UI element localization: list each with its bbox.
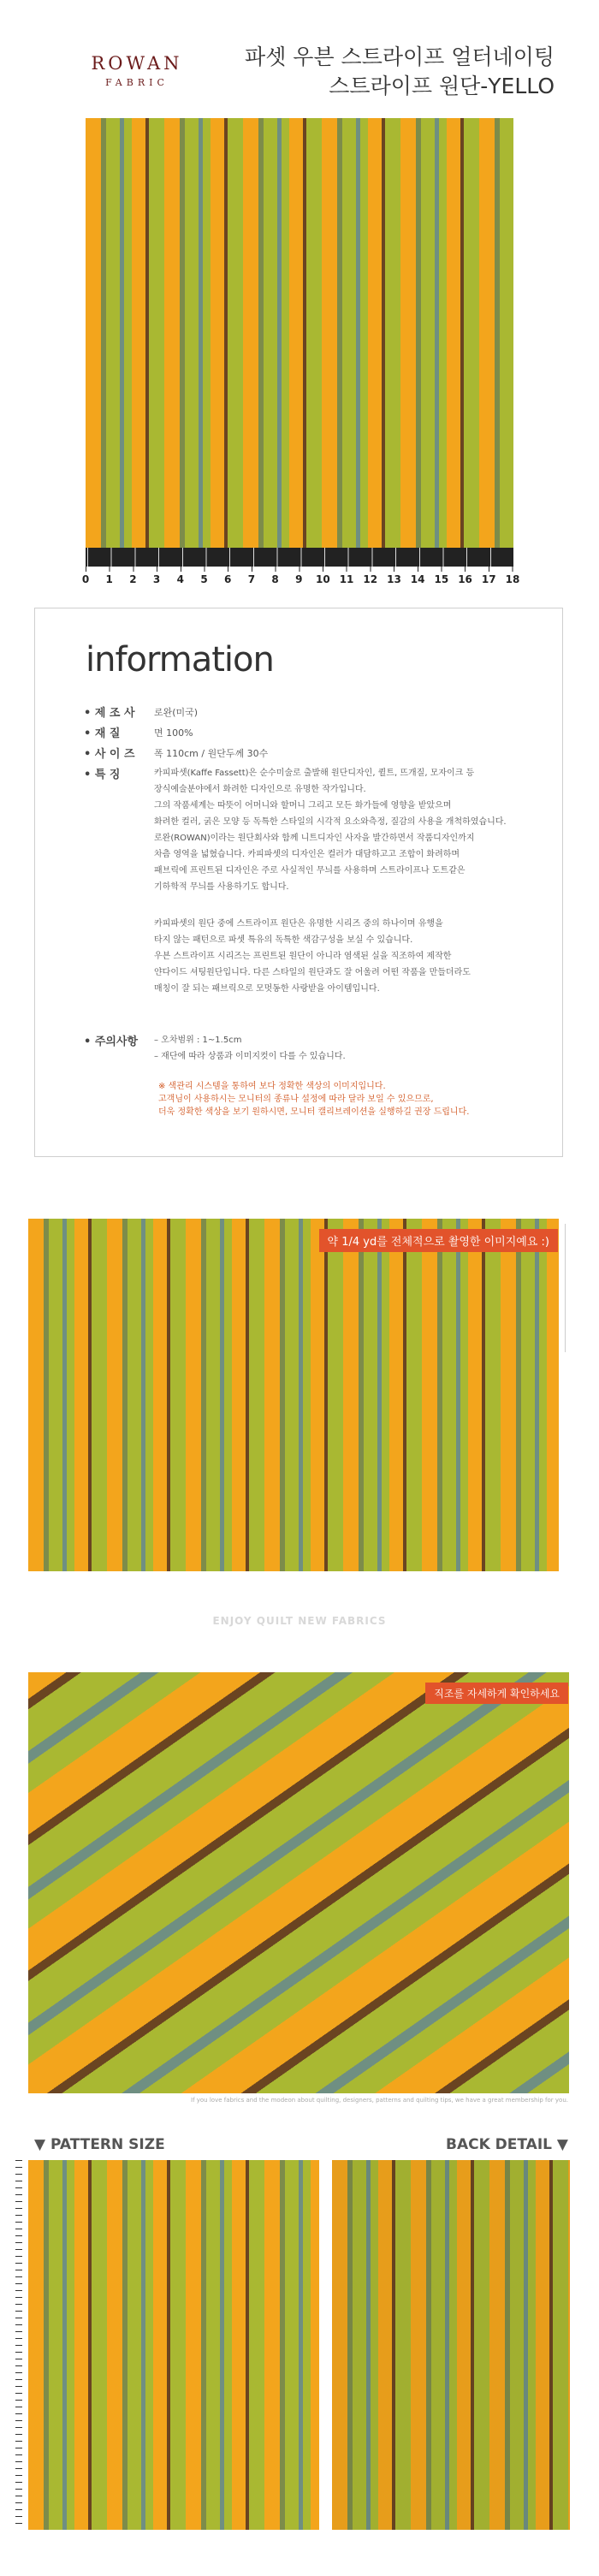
- ruler-label: 2: [129, 573, 137, 585]
- photo-badge: 직조를 자세하게 확인하세요: [425, 1683, 568, 1704]
- text-line: 매칭이 잘 되는 패브릭으로 모멋동한 사랑받을 아이템입니다.: [154, 984, 380, 994]
- ruler-label: 8: [271, 573, 279, 585]
- text-line: 화려한 컬러, 굵은 모양 등 독특한 스타일의 시각적 요소와측정, 질감의 사용을 개척하였습니다.: [154, 817, 507, 827]
- text-line: 얀다이드 셔팅원단입니다. 다른 스타일의 원단과도 잘 어울려 어떤 작품을 만들더라도: [154, 968, 471, 977]
- fabric-photo-detail: [28, 1672, 569, 2093]
- back-detail-swatch: [332, 2160, 570, 2530]
- ruler-label: 13: [387, 573, 401, 585]
- ruler-label: 7: [247, 573, 256, 585]
- text-line: 타지 않는 패턴으로 파셋 특유의 독특한 색감구성을 보실 수 있습니다.: [154, 935, 413, 945]
- ruler-label: 18: [505, 573, 520, 585]
- back-detail-label: BACK DETAIL: [446, 2136, 552, 2153]
- ruler-label: 17: [481, 573, 496, 585]
- caution-lines: [154, 1032, 539, 1065]
- photo-caption: If you love fabrics and the modeon about quilting, designers, patterns and quilting tips, we have a great membership for you.: [191, 2097, 568, 2104]
- brand-line2: FABRIC: [105, 77, 169, 88]
- pattern-size-heading: [34, 2136, 165, 2153]
- text-line: 장식예술분야에서 화려한 디자인으로 유명한 작가입니다.: [154, 785, 366, 794]
- triangle-down-icon: ▼: [34, 2136, 50, 2153]
- photo-badge: 약 1/4 yd를 전체적으로 촬영한 이미지예요 :): [319, 1229, 558, 1252]
- ruler-label: 14: [410, 573, 425, 585]
- ruler-label: 4: [176, 573, 184, 585]
- info-title: information: [86, 640, 274, 680]
- ruler-ticks: [86, 567, 513, 572]
- info-row-label: • 제 조 사: [84, 707, 135, 720]
- text-line: – 재단에 따라 상품과 이미지컷이 다를 수 있습니다.: [154, 1052, 346, 1061]
- ruler-label: 1: [105, 573, 113, 585]
- brand-line1: ROWAN: [91, 53, 183, 74]
- ruler-label: 6: [224, 573, 232, 585]
- ruler-label: 5: [200, 573, 208, 585]
- text-line: 그의 작품세계는 따뜻이 어머니와 할머니 그리고 모든 화가들에 영향을 받았으며: [154, 801, 452, 810]
- info-row-label: • 사 이 즈: [84, 748, 135, 761]
- caution-label: • 주의사항: [84, 1036, 139, 1048]
- text-line: 차츰 영역을 넓혔습니다. 카피파셋의 디자인은 컬러가 대담하고고 조합이 화려하며: [154, 850, 460, 859]
- side-arrow: [565, 1224, 566, 1352]
- brand-logo: [86, 53, 188, 88]
- ruler-label: 16: [458, 573, 472, 585]
- feature-label: • 특 징: [84, 769, 121, 781]
- back-detail-heading: [446, 2136, 568, 2153]
- ruler-label: 11: [339, 573, 354, 585]
- vertical-ruler: [15, 2160, 22, 2530]
- color-notice: [158, 1080, 469, 1119]
- ruler-label: 3: [152, 573, 161, 585]
- info-row-value: 로완(미국): [154, 707, 199, 718]
- info-row-label: • 재 질: [84, 727, 121, 740]
- text-line: 고객님이 사용하시는 모니터의 종류나 설정에 따라 달라 보일 수 있으므로,: [158, 1095, 434, 1104]
- triangle-down-icon: ▼: [552, 2136, 568, 2153]
- ruler-label: 15: [434, 573, 449, 585]
- text-line: 기하학적 무늬를 사용하기도 합니다.: [154, 882, 289, 892]
- text-line: 더욱 정확한 색상을 보기 원하시면, 모니터 캘리브레이션을 실행하길 권장 드립니다.: [158, 1107, 470, 1117]
- ruler-label: 10: [316, 573, 330, 585]
- info-row-value: 폭 110cm / 원단두께 30수: [154, 748, 269, 759]
- pattern-size-swatch: [28, 2160, 319, 2530]
- ruler-label: 12: [363, 573, 378, 585]
- feature-paragraph-2: [154, 916, 539, 997]
- text-line: 카피파셋의 원단 중에 스트라이프 원단은 유명한 시리즈 중의 하나이며 유행을: [154, 919, 443, 929]
- ruler-label: 9: [295, 573, 303, 585]
- text-line: 우븐 스트라이프 시리즈는 프린트된 원단이 아니라 염색된 실을 직조하여 제작한: [154, 952, 452, 961]
- product-title-line1: 파셋 우븐 스트라이프 얼터네이팅: [245, 45, 555, 69]
- feature-paragraph-1: [154, 765, 539, 895]
- text-line: 로완(ROWAN)이라는 원단회사와 함께 니트디자인 사자을 발간하면서 작품디자인까지: [154, 834, 475, 843]
- product-title-line2: 스트라이프 원단-YELLO: [329, 74, 555, 98]
- watermark: ENJOY QUILT NEW FABRICS: [212, 1615, 387, 1627]
- text-line: 패브릭에 프린트된 디자인은 주로 사실적인 무늬를 사용하며 스트라이프나 도트같은: [154, 866, 466, 875]
- fabric-swatch-main: [86, 118, 513, 548]
- ruler-bar: [86, 548, 513, 567]
- pattern-size-label: PATTERN SIZE: [50, 2136, 165, 2153]
- fabric-photo-quarter-yard: [28, 1219, 559, 1571]
- ruler-label: 0: [81, 573, 90, 585]
- text-line: ※ 색관리 시스템을 통하여 보다 정확한 색상의 이미지입니다.: [158, 1082, 386, 1091]
- text-line: – 오차범위 : 1~1.5cm: [154, 1036, 242, 1045]
- text-line: 카피파셋(Kaffe Fassett)은 순수미술로 출발해 원단디자인, 퀼트, 뜨개질, 모자이크 등: [154, 769, 475, 778]
- info-row-value: 면 100%: [154, 727, 193, 739]
- product-title: [245, 43, 555, 101]
